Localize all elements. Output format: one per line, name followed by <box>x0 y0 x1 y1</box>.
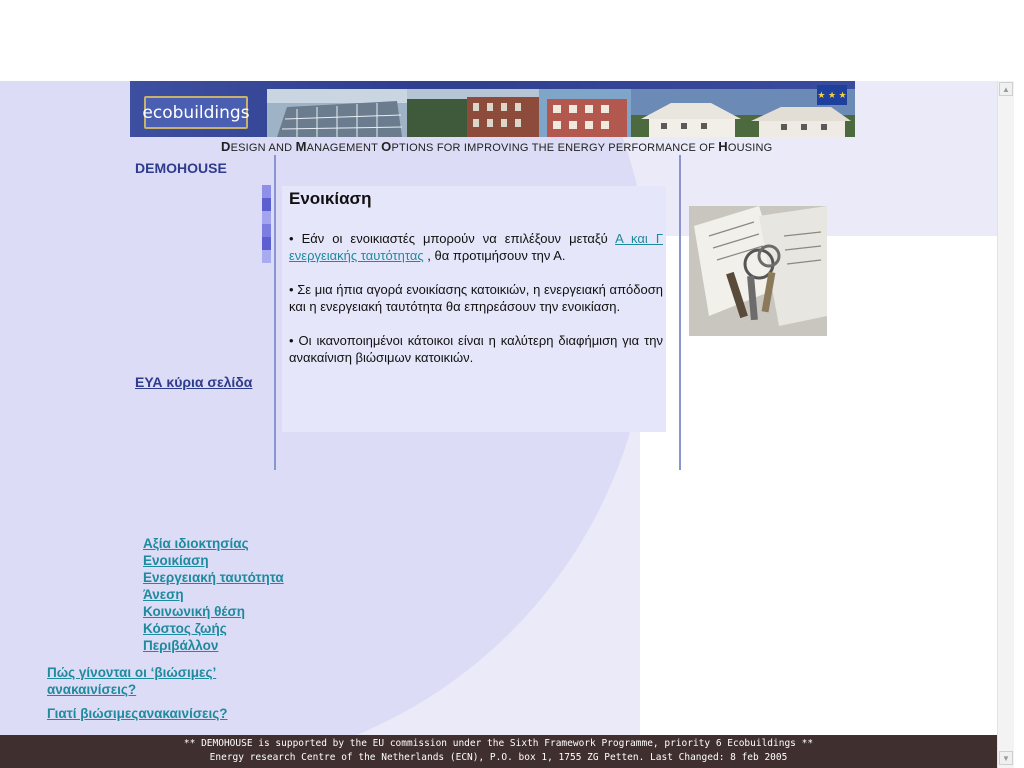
page-title: Ενοικίαση <box>289 189 372 208</box>
topic-link-rental[interactable]: Ενοικίαση <box>143 553 209 568</box>
left-divider <box>274 155 276 470</box>
topic-link-comfort[interactable]: Άνεση <box>143 587 184 602</box>
home-link[interactable]: ΕΥΑ κύρια σελίδα <box>135 374 253 390</box>
right-divider <box>679 155 681 470</box>
content-body: • Εάν οι ενοικιαστές μπορούν να επιλέξουν μεταξύ Α και Γ ενεργειακής ταυτότητας , θα προτιμήσουν την Α. • Σε μια ήπια αγορά ενοικίασης κατοικιών, η ενεργειακή απόδοση και η ενεργειακή ταυτότητα θα επηρεάσουν την ενοικίαση. • Οι ικανοποιημένοι κάτοικοι είναι η καλύτερη διαφήμιση για την ανακαίνιση βιώσιμων κατοικιών. <box>289 231 663 365</box>
topic-nav <box>143 535 284 654</box>
how-renovations-link[interactable]: Πώς γίνονται οι ‘βιώσιμες’ ανακαινίσεις? <box>47 665 217 697</box>
footer <box>0 735 997 768</box>
keys-photo <box>689 206 827 336</box>
scroll-up-icon[interactable]: ▲ <box>999 82 1013 96</box>
topic-link-energy-label[interactable]: Ενεργειακή ταυτότητα <box>143 570 284 585</box>
footer-line-2: Energy research Centre of the Netherlands (ECN), P.O. box 1, 1755 ZG Petten. Last Changed: 8 feb 2005 <box>209 752 788 763</box>
building-photo-3 <box>539 89 631 137</box>
decorative-blocks <box>262 185 271 263</box>
header-banner <box>130 81 855 137</box>
tagline: DESIGN AND MANAGEMENT OPTIONS FOR IMPROVING THE ENERGY PERFORMANCE OF HOUSING <box>221 139 773 154</box>
topic-link-social-status[interactable]: Κοινωνική θέση <box>143 604 246 619</box>
eu-flag-icon: ★ ★ ★ <box>817 85 847 105</box>
topic-link-property-value[interactable]: Αξία ιδιοκτησίας <box>143 536 249 551</box>
energy-label-link[interactable]: Α και Γ ενεργειακής ταυτότητας <box>289 231 663 263</box>
vertical-scrollbar[interactable] <box>997 81 1014 768</box>
ecobuildings-logo: ecobuildings <box>144 96 248 129</box>
scroll-down-icon[interactable]: ▼ <box>999 751 1013 765</box>
section-title: DEMOHOUSE <box>135 160 227 176</box>
building-photo-2 <box>407 89 539 137</box>
why-renovations-link[interactable]: Γιατί βιώσιμεςανακαινίσεις? <box>47 706 228 721</box>
building-photo-1 <box>267 89 407 137</box>
footer-line-1: ** DEMOHOUSE is supported by the EU commission under the Sixth Framework Programme, priority 6 Ecobuildings ** <box>183 738 814 749</box>
topic-link-environment[interactable]: Περιβάλλον <box>143 638 219 653</box>
topic-link-cost-of-living[interactable]: Κόστος ζωής <box>143 621 227 636</box>
